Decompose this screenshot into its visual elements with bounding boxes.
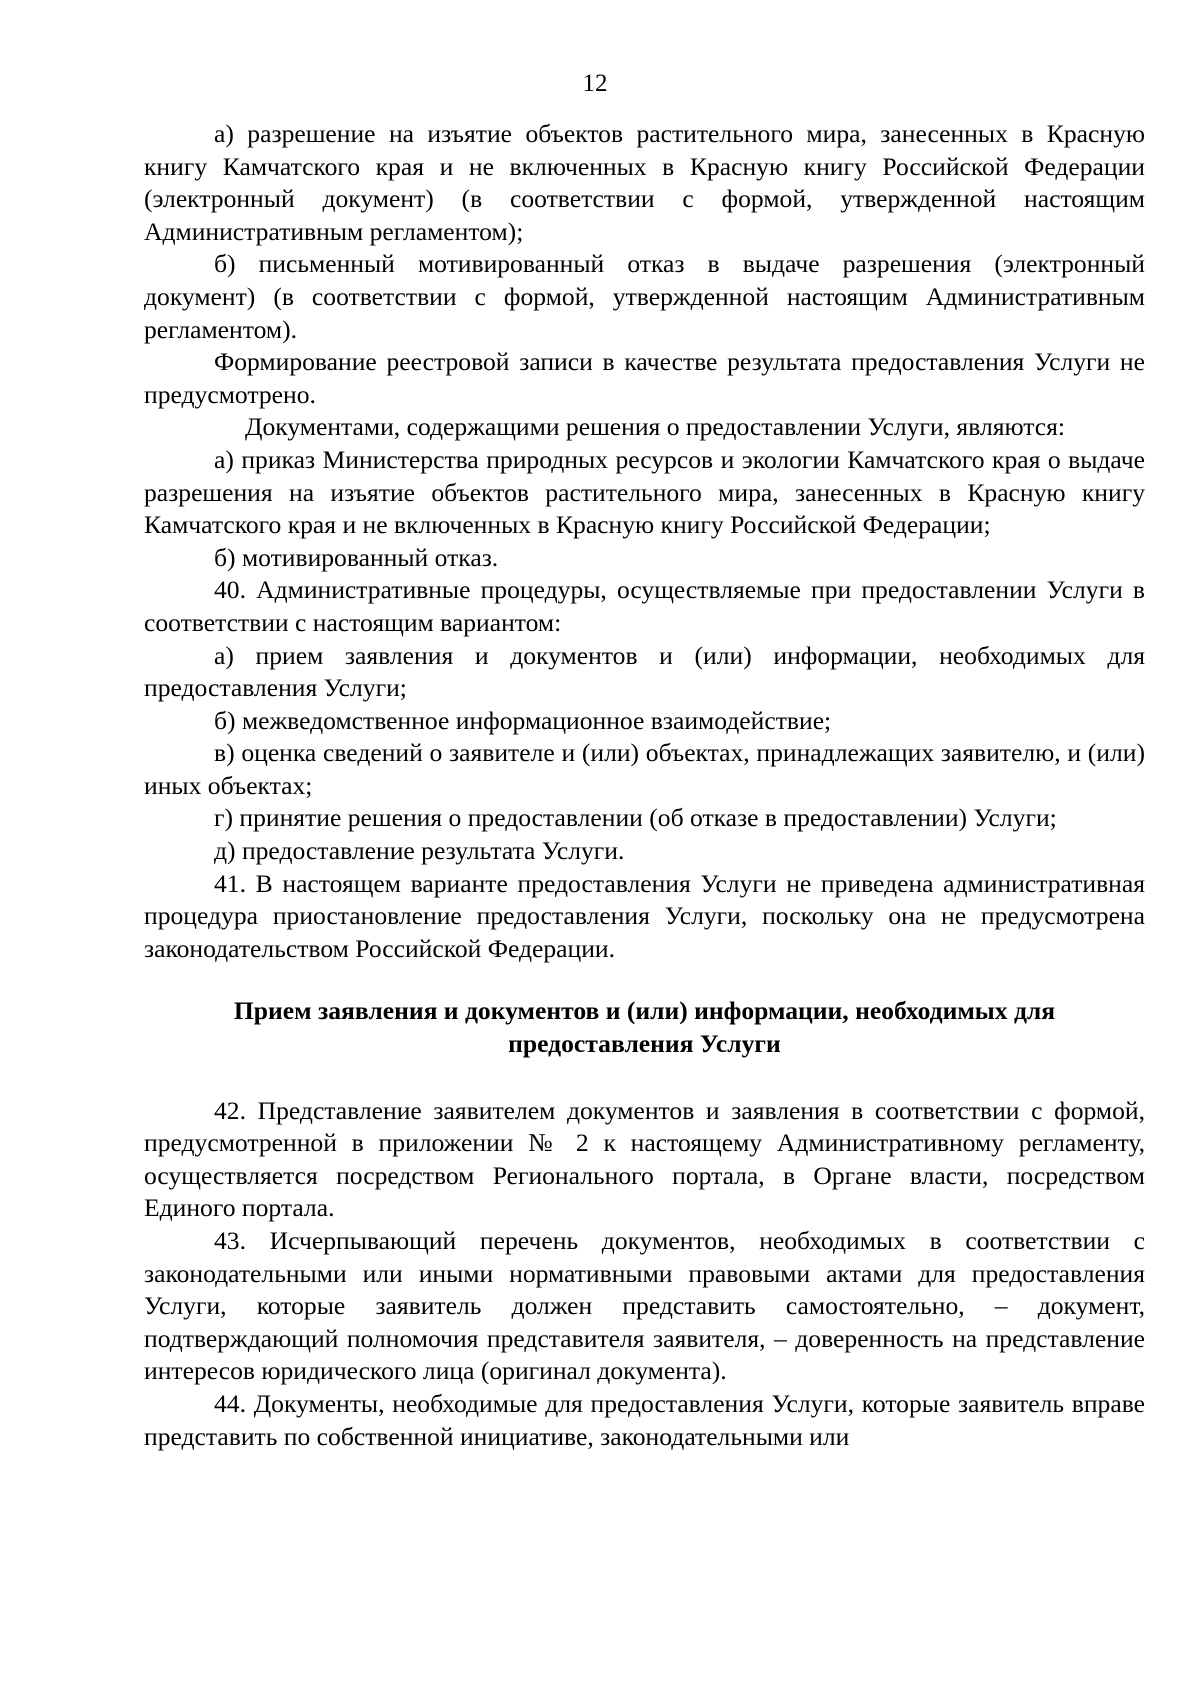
paragraph: 40. Административные процедуры, осуществляемые при предоставлении Услуги в соответствии с настоящим вариантом: <box>144 575 1145 637</box>
paragraph: б) мотивированный отказ. <box>214 542 499 572</box>
paragraph: 43. Исчерпывающий перечень документов, необходимых в соответствии с законодательными или иными нормативными правовыми актами для предоставления Услуги, которые заявитель должен представить самостоятельно, – документ, подтверждающий полномочия представителя заявителя, – доверенность на представление интересов юридического лица (оригинал документа). <box>144 1226 1145 1386</box>
paragraph: а) приказ Министерства природных ресурсов и экологии Камчатского края о выдаче разрешения на изъятие объектов растительного мира, занесенных в Красную книгу Камчатского края и не включенных в Красную книгу Российской Федерации; <box>144 444 1145 540</box>
paragraph: а) разрешение на изъятие объектов растительного мира, занесенных в Красную книгу Камчатского края и не включенных в Красную книгу Российской Федерации (электронный документ) (в соответствии с формой, утвержденной настоящим Административным регламентом); <box>144 119 1145 246</box>
paragraph: б) письменный мотивированный отказ в выдаче разрешения (электронный документ) (в соответствии с формой, утвержденной настоящим Административным регламентом). <box>144 249 1145 344</box>
page-number: 12 <box>582 70 608 97</box>
paragraph: Формирование реестровой записи в качестве результата предоставления Услуги не предусмотрено. <box>144 347 1145 409</box>
paragraph: а) прием заявления и документов и (или) информации, необходимых для предоставления Услуги; <box>144 640 1145 703</box>
paragraph: б) межведомственное информационное взаимодействие; <box>214 705 832 735</box>
paragraph: г) принятие решения о предоставлении (об отказе в предоставлении) Услуги; <box>214 803 1057 833</box>
document-body <box>144 118 1145 1453</box>
paragraph: в) оценка сведений о заявителе и (или) объектах, принадлежащих заявителю, и (или) иных объектах; <box>144 738 1145 800</box>
paragraph: д) предоставление результата Услуги. <box>214 836 625 866</box>
paragraph: Документами, содержащими решения о предоставлении Услуги, являются: <box>245 412 1066 442</box>
section-heading: Прием заявления и документов и (или) информации, необходимых для предоставления Услуги <box>233 996 1056 1059</box>
paragraph: 42. Представление заявителем документов и заявления в соответствии с формой, предусмотренной в приложении № 2 к настоящему Административному регламенту, осуществляется посредством Регионального портала, в Органе власти, посредством Единого портала. <box>144 1095 1145 1223</box>
paragraph: 44. Документы, необходимые для предоставления Услуги, которые заявитель вправе представить по собственной инициативе, законодательными или <box>144 1388 1145 1451</box>
paragraph: 41. В настоящем варианте предоставления Услуги не приведена административная процедура приостановление предоставления Услуги, поскольку она не предусмотрена законодательством Российской Федерации. <box>144 868 1145 963</box>
